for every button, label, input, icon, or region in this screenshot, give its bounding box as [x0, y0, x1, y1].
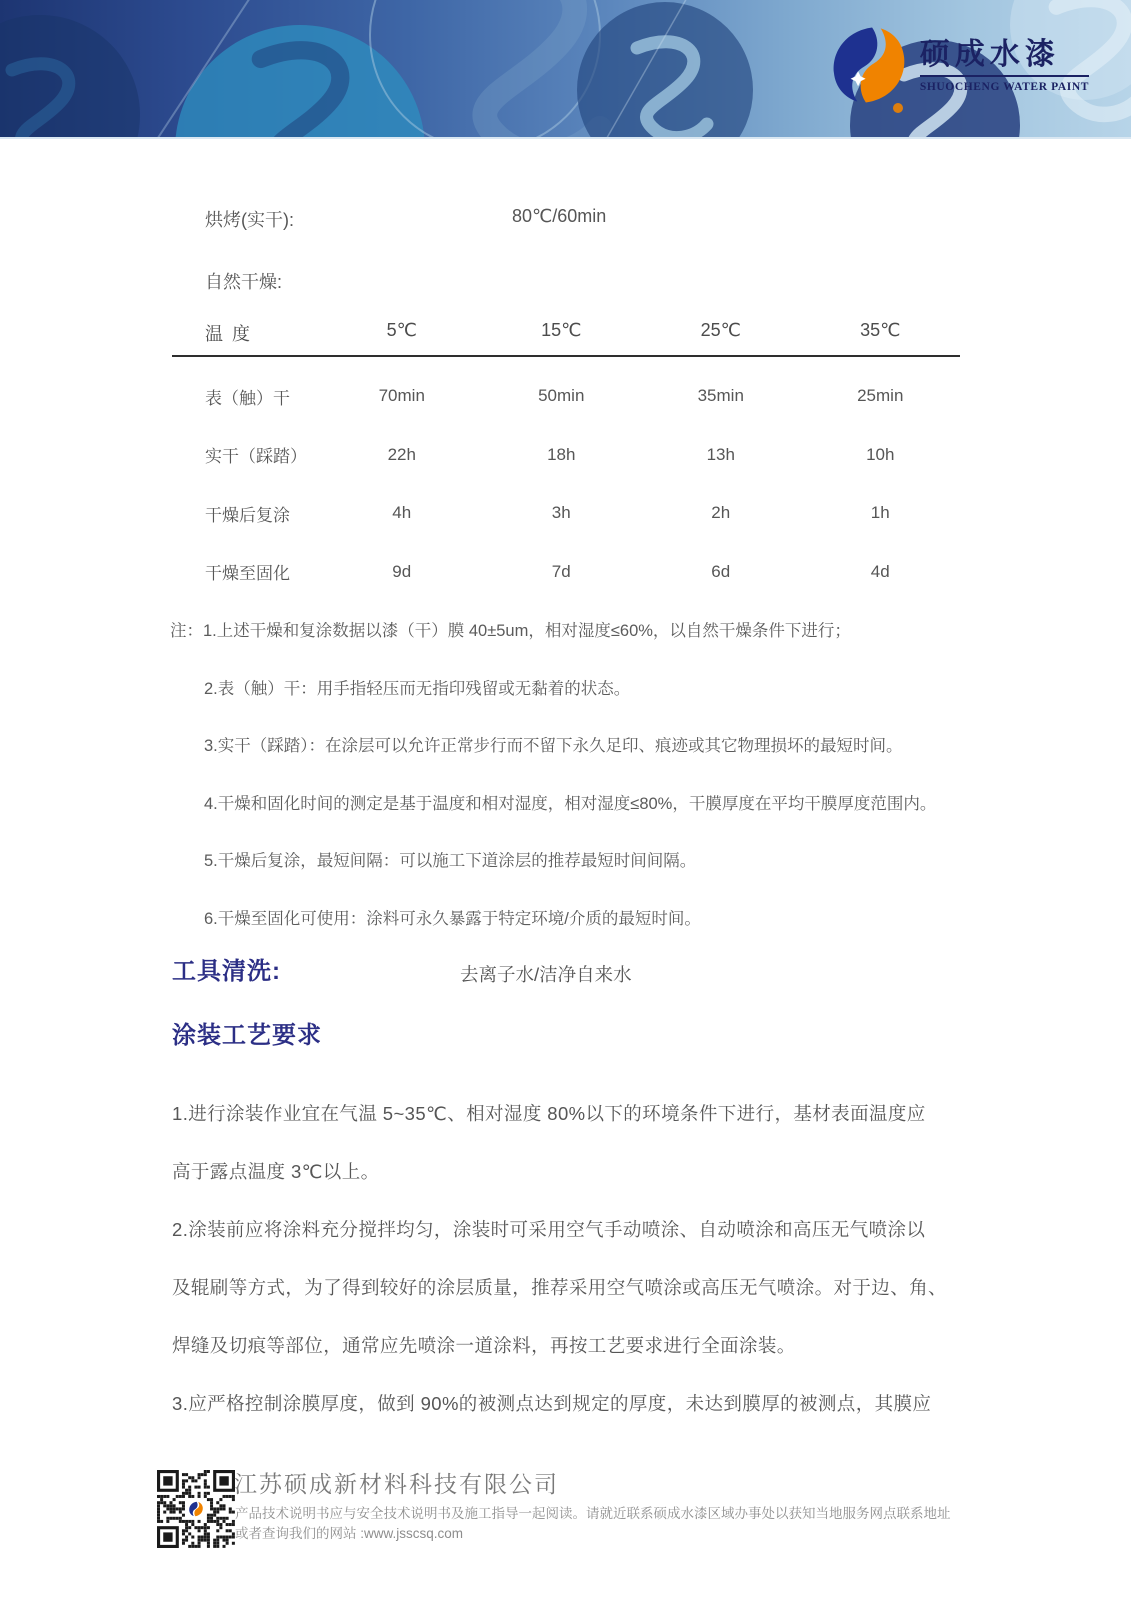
process-paragraphs — [172, 1085, 972, 1433]
table-header-35c: 35℃ — [860, 320, 901, 340]
footer-note-line-2: 或者查询我们的网站 :www.jsscsq.com — [235, 1525, 464, 1541]
table-header-temperature: 温 度 — [205, 324, 253, 344]
note-text: 3.实干（踩踏）：在涂层可以允许正常步行而不留下永久足印、痕迹或其它物理损坏的最短时间。 — [204, 737, 903, 755]
notes-block — [170, 603, 980, 948]
brand-name-cn: 硕成水漆 — [919, 37, 1060, 71]
tool-cleaning-heading: 工具清洗: — [172, 958, 281, 985]
cell-value: 50min — [538, 386, 585, 406]
drying-time-table — [172, 320, 960, 601]
cell-value: 35min — [697, 386, 744, 406]
paragraph-line: 3.应严格控制涂膜厚度，做到 90%的被测点达到规定的厚度，未达到膜厚的被测点，其膜应 — [172, 1393, 932, 1414]
note-text: 4.干燥和固化时间的测定是基于温度和相对湿度，相对湿度≤80%，干膜厚度在平均干膜厚度范围内。 — [204, 794, 937, 813]
brand-name-en: SHUOCHENG WATER PAINT — [920, 75, 1089, 93]
footer-company-name: 江苏硕成新材料科技有限公司 — [234, 1471, 559, 1497]
row-label: 表（触）干 — [205, 388, 290, 408]
paragraph-line: 2.涂装前应将涂料充分搅拌均匀，涂装时可采用空气手动喷涂、自动喷涂和高压无气喷涂以 — [172, 1219, 926, 1240]
row-label: 干燥至固化 — [205, 564, 290, 584]
cell-value: 7d — [551, 561, 571, 581]
cell-value: 22h — [387, 444, 416, 464]
cell-value: 18h — [547, 444, 576, 464]
table-body — [172, 357, 960, 601]
table-header-5c: 5℃ — [386, 320, 417, 340]
spec-row-natural-dry — [205, 268, 282, 294]
row-label: 干燥后复涂 — [205, 505, 290, 525]
table-header-row — [172, 320, 960, 357]
qr-code-svg — [157, 1470, 235, 1548]
cell-value: 9d — [392, 561, 412, 581]
cell-value: 25min — [857, 386, 904, 406]
cell-value: 1h — [870, 503, 890, 523]
tool-cleaning-value: 去离子水/洁净自来水 — [460, 964, 632, 985]
cell-value: 4d — [870, 561, 890, 581]
bake-value: 80℃/60min — [512, 206, 607, 226]
note-text: 6.干燥至固化可使用：涂料可永久暴露于特定环境/介质的最短时间。 — [204, 909, 701, 928]
paragraph-line: 高于露点温度 3℃以上。 — [172, 1161, 380, 1182]
notes-prefix: 注： — [170, 622, 203, 640]
paragraph-line: 及辊刷等方式，为了得到较好的涂层质量，推荐采用空气喷涂或高压无气喷涂。对于边、角、 — [172, 1277, 947, 1298]
natural-dry-label: 自然干燥: — [205, 272, 283, 292]
spec-row-bake — [205, 206, 294, 232]
note-text: 5.干燥后复涂，最短间隔：可以施工下道涂层的推荐最短时间间隔。 — [204, 852, 697, 870]
note-text: 2.表（触）干：用手指轻压而无指印残留或无黏着的状态。 — [204, 679, 631, 698]
table-header-15c: 15℃ — [541, 320, 582, 340]
cell-value: 3h — [551, 503, 571, 523]
bake-label: 烘烤(实干): — [205, 210, 294, 230]
note-line-1 — [170, 603, 980, 661]
table-row — [172, 426, 960, 485]
cell-value: 70min — [378, 386, 425, 406]
brand-logo — [830, 26, 1089, 104]
brand-logo-icon — [830, 26, 908, 104]
cell-value: 10h — [866, 444, 895, 464]
tool-cleaning-row — [172, 956, 972, 988]
table-row — [172, 484, 960, 543]
table-header-25c: 25℃ — [700, 320, 741, 340]
process-requirements-heading — [172, 1020, 322, 1052]
brand-text — [920, 38, 1089, 93]
note-line-3 — [170, 718, 980, 776]
note-line-6 — [170, 891, 980, 949]
cell-value: 2h — [711, 503, 731, 523]
cell-value: 4h — [392, 503, 412, 523]
note-line-5 — [170, 833, 980, 891]
table-row — [172, 543, 960, 602]
row-label: 实干（踩踏） — [205, 447, 307, 467]
note-line-4 — [170, 776, 980, 834]
table-row — [172, 367, 960, 426]
paragraph-line: 1.进行涂装作业宜在气温 5~35℃、相对湿度 80%以下的环境条件下进行，基材表面温度应 — [172, 1103, 926, 1124]
note-text: 1.上述干燥和复涂数据以漆（干）膜 40±5um，相对湿度≤60%，以自然干燥条件下进行； — [203, 622, 851, 640]
cell-value: 13h — [706, 444, 735, 464]
note-line-2 — [170, 661, 980, 719]
section-title-text: 涂装工艺要求 — [172, 1022, 322, 1049]
qr-code — [157, 1470, 235, 1548]
header-banner — [0, 0, 1131, 139]
paragraph-line: 焊缝及切痕等部位，通常应先喷涂一道涂料，再按工艺要求进行全面涂装。 — [172, 1335, 796, 1356]
footer-note — [235, 1504, 951, 1543]
footer-note-line-1: 产品技术说明书应与安全技术说明书及施工指导一起阅读。请就近联系硕成水漆区域办事处以获知当地服务网点联系地址 — [235, 1506, 951, 1521]
cell-value: 6d — [711, 561, 731, 581]
